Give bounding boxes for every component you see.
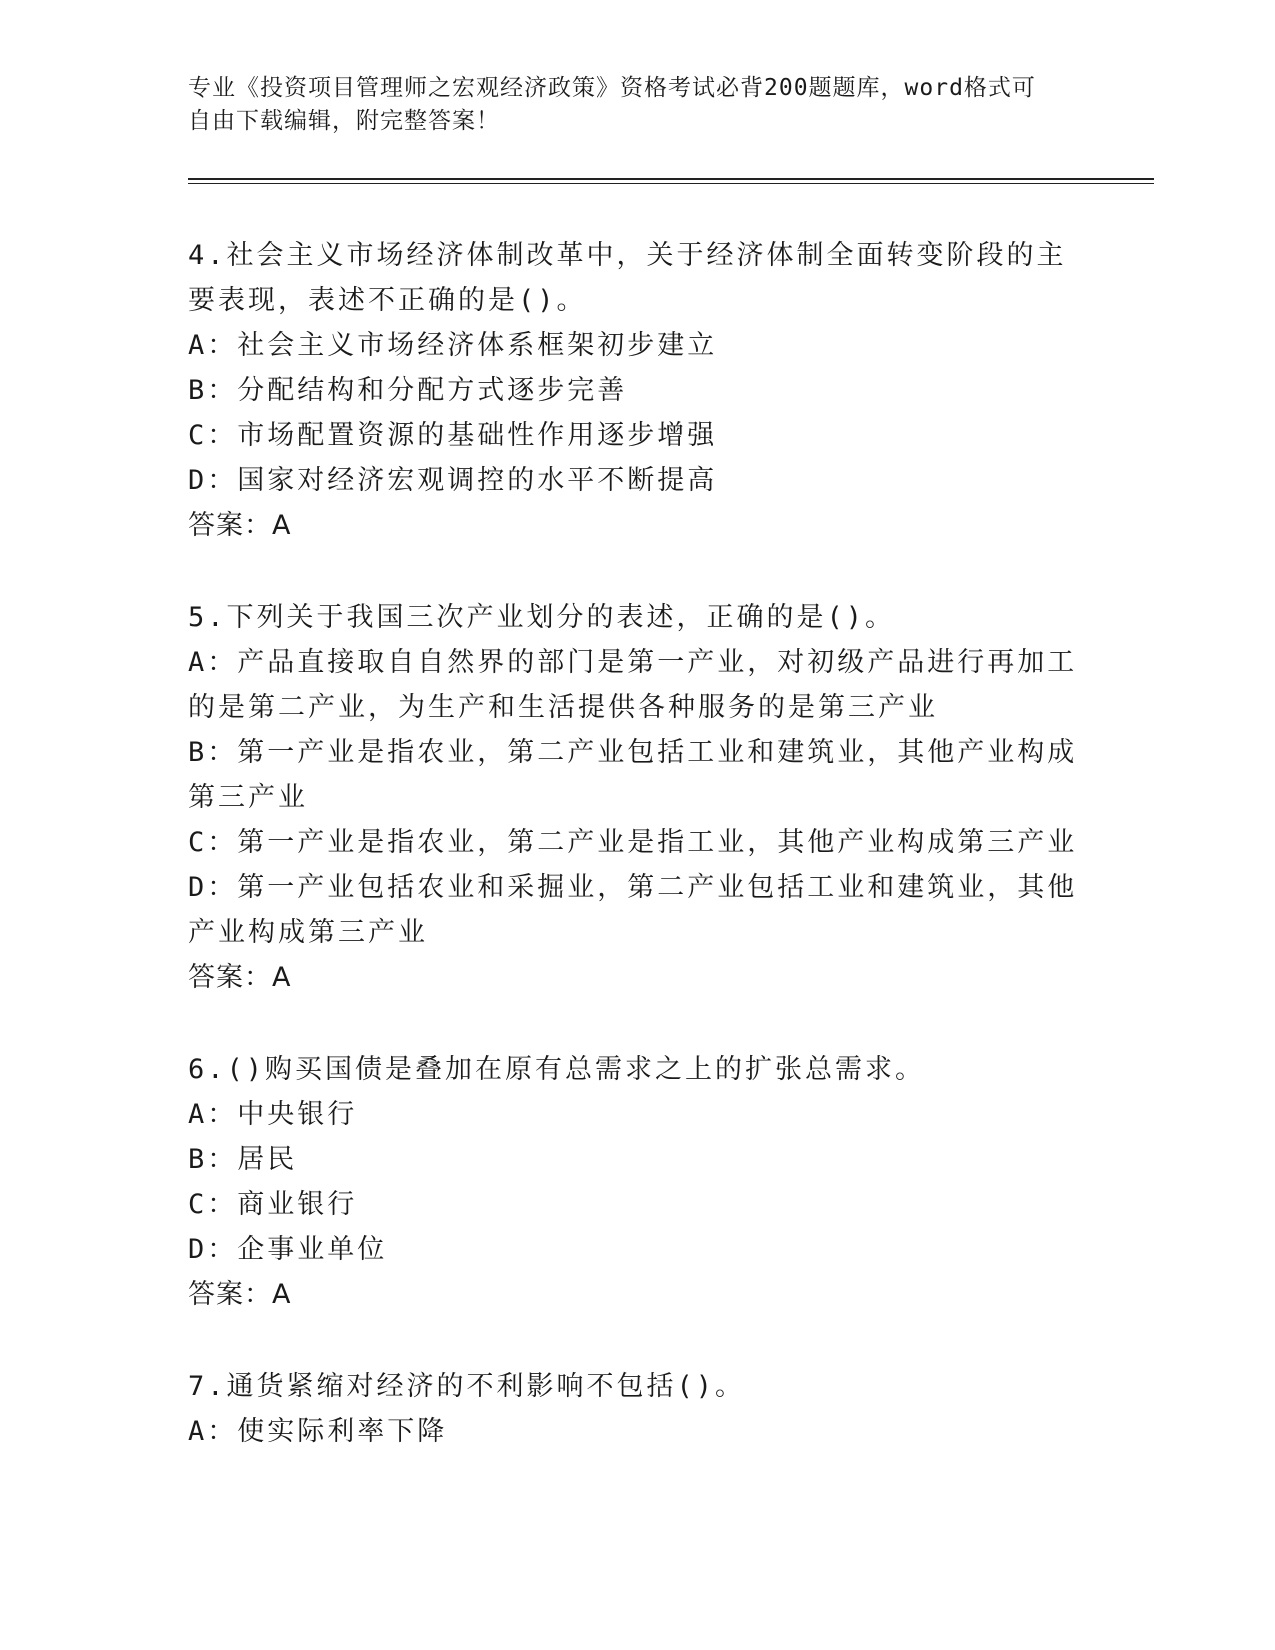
header-divider-thick — [188, 178, 1154, 180]
question-list — [188, 233, 1088, 1500]
option-b: B：居民 — [188, 1144, 298, 1175]
option-c: C：商业银行 — [188, 1189, 358, 1220]
option-a: A：中央银行 — [188, 1099, 358, 1130]
question-stem: 5.下列关于我国三次产业划分的表述，正确的是()。 — [188, 602, 896, 633]
answer-label: 答案：A — [188, 1279, 292, 1310]
option-b: B：第一产业是指农业，第二产业包括工业和建筑业，其他产业构成第三产业 — [188, 737, 1078, 813]
question-5 — [188, 595, 1088, 1001]
answer-label: 答案：A — [188, 962, 292, 993]
question-7 — [188, 1364, 1088, 1454]
answer-label: 答案：A — [188, 510, 292, 541]
header-divider-thin — [188, 183, 1154, 184]
option-a: A：社会主义市场经济体系框架初步建立 — [188, 330, 718, 361]
option-a: A：使实际利率下降 — [188, 1416, 448, 1447]
option-a: A：产品直接取自自然界的部门是第一产业，对初级产品进行再加工的是第二产业，为生产和生活提供各种服务的是第三产业 — [188, 647, 1078, 723]
question-6 — [188, 1047, 1088, 1318]
question-4 — [188, 233, 1088, 549]
option-d: D：企事业单位 — [188, 1234, 388, 1265]
option-c: C：第一产业是指农业，第二产业是指工业，其他产业构成第三产业 — [188, 827, 1078, 858]
option-d: D：国家对经济宏观调控的水平不断提高 — [188, 465, 718, 496]
question-stem: 4.社会主义市场经济体制改革中，关于经济体制全面转变阶段的主要表现，表述不正确的是()。 — [188, 240, 1067, 316]
question-stem: 7.通货紧缩对经济的不利影响不包括()。 — [188, 1371, 746, 1402]
option-c: C：市场配置资源的基础性作用逐步增强 — [188, 420, 718, 451]
question-stem: 6.()购买国债是叠加在原有总需求之上的扩张总需求。 — [188, 1054, 926, 1085]
header-line-1: 专业《投资项目管理师之宏观经济政策》资格考试必背200题题库，word格式可 — [188, 75, 1036, 101]
option-b: B：分配结构和分配方式逐步完善 — [188, 375, 628, 406]
option-d: D：第一产业包括农业和采掘业，第二产业包括工业和建筑业，其他产业构成第三产业 — [188, 872, 1078, 948]
document-header — [188, 72, 1088, 138]
header-line-2: 自由下载编辑，附完整答案！ — [188, 108, 500, 134]
